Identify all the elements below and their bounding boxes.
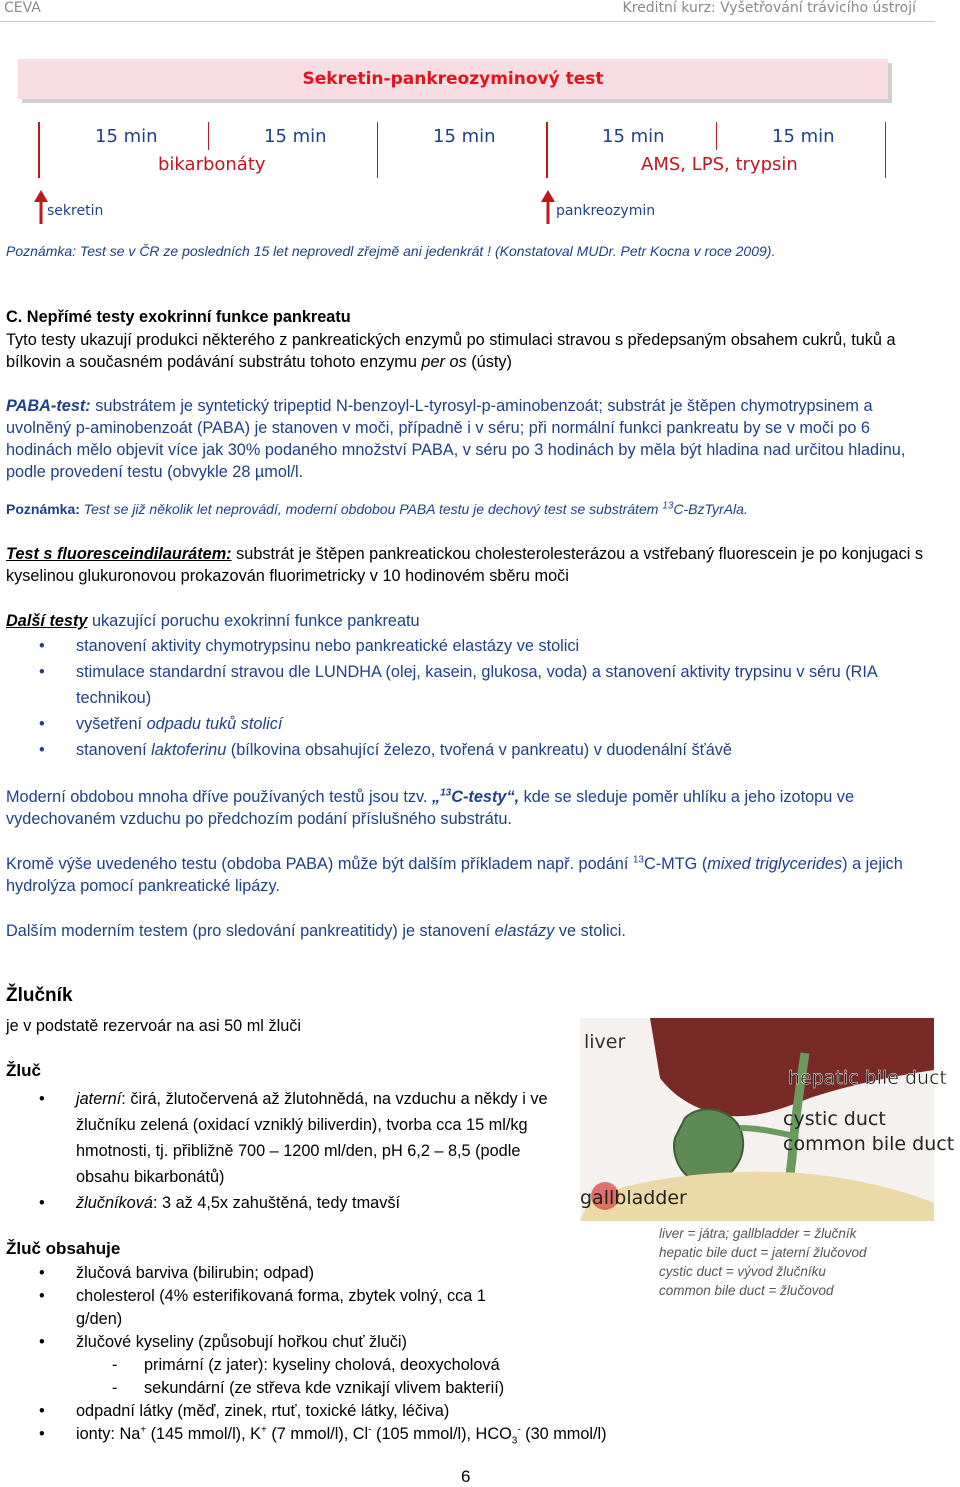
fluorescein-paragraph [6, 543, 936, 587]
ions-text: (105 mmol/l), HCO [371, 1425, 512, 1443]
intro-end: (ústy) [466, 353, 512, 371]
elast-text: Dalším moderním testem (pro sledování pankreatitidy) je stanovení [6, 922, 495, 940]
note-paba [6, 501, 748, 517]
modern-quote: „ [431, 788, 441, 806]
mtg-paragraph [6, 853, 931, 897]
list-item: • žlučové kyseliny (způsobují hořkou chuť žluči) [6, 1331, 726, 1354]
interval-label: 15 min [433, 126, 496, 147]
group-enzymes: AMS, LPS, trypsin [641, 154, 798, 175]
section-c-intro [6, 329, 906, 373]
sub-list-item: - primární (z jater): kyseliny cholová, deoxycholová [6, 1354, 726, 1377]
timeline-tick [38, 122, 40, 178]
figure-label: common bile duct [783, 1133, 955, 1155]
other-label: Další testy [6, 612, 88, 630]
modern-bold: C-testy [451, 788, 507, 806]
mtg-text: ) a jejich hydrolýza pomocí pankreatické lipázy. [6, 855, 903, 895]
list-item [6, 1423, 726, 1446]
intro-per-os: per os [421, 353, 467, 371]
gallbladder-title: Žlučník [6, 985, 73, 1006]
list-item [6, 737, 936, 763]
test-banner: Sekretin-pankreozyminový test [18, 59, 888, 99]
section-c-title: C. Nepřímé testy exokrinní funkce pankreatu [6, 308, 351, 326]
paba-paragraph [6, 395, 916, 483]
bile2-text: : 3 až 4,5x zahuštěná, tedy tmavší [152, 1194, 401, 1212]
figure-label: cystic duct [783, 1108, 886, 1130]
header-left: CEVA [4, 0, 41, 16]
sub-list-item: - sekundární (ze střeva kde vznikají vlivem bakterií) [6, 1377, 726, 1400]
page-number: 6 [461, 1467, 471, 1486]
list-item: • odpadní látky (měď, zinek, rtuť, toxické látky, léčiva) [6, 1400, 726, 1423]
marker-pancreozymin: pankreozymin [556, 203, 656, 219]
figure-label: liver [584, 1031, 626, 1053]
bile-title: Žluč [6, 1061, 41, 1080]
intro-text: Tyto testy ukazují produkci některého z pankreatických enzymů po stimulaci stravou s předepsaným obsahem cukrů, tuků a bílkovin a současném podávání substrátu tohoto enzymu [6, 331, 896, 371]
elast-text: ve stolici. [554, 922, 626, 940]
list-item [6, 659, 936, 711]
interval-label: 15 min [602, 126, 665, 147]
bile2-label: žlučníková [76, 1194, 153, 1212]
note-czech-usage: Poznámka: Test se v ČR ze posledních 15 let neprovedl zřejmě ani jedenkrát ! (Konstatoval MUDr. Petr Kocna v roce 2009). [6, 243, 776, 259]
timeline-tick [377, 122, 378, 178]
modern-sup: 13 [440, 787, 452, 799]
fluor-label: Test s fluoresceindilaurátem: [6, 545, 232, 563]
bile1-text: : čirá, žlutočervená až žlutohnědá, na vzduchu a někdy i ve žlučníku zelená (oxidací vzniklý biliverdin), tvorba cca 15 ml/kg hmotnosti, tj. přibližně 700 – 1200 ml/den, pH 6,2 – 8,5 (podle obsahu bikarbonátů) [76, 1090, 548, 1186]
interval-label: 15 min [772, 126, 835, 147]
list-item [6, 711, 936, 737]
arrow-up-icon [541, 190, 555, 224]
other-tests-heading [6, 610, 420, 632]
timeline-tick [885, 122, 886, 178]
mtg-sup: 13 [632, 854, 644, 866]
list-item-italic: laktoferinu [151, 741, 227, 759]
list-item: • stanovení aktivity chymotrypsinu nebo pankreatické elastázy ve stolici [6, 633, 936, 659]
other-tests-list [6, 633, 936, 763]
list-item-italic: odpadu tuků stolicí [146, 715, 283, 733]
list-item-text: stimulace standardní stravou dle LUNDHA (olej, kasein, glukosa, voda) a stanovení aktivity trypsinu v séru (RIA technikou) [76, 663, 877, 707]
note2-label: Poznámka: [6, 501, 80, 517]
ions-sub: 3 [511, 1435, 518, 1447]
arrow-up-icon [34, 190, 48, 224]
caption-line: hepatic bile duct = jaterní žlučovod [659, 1245, 867, 1260]
modern-tests-paragraph [6, 786, 931, 830]
modern-text: Moderní obdobou mnoha dříve používaných testů jsou tzv. [6, 788, 432, 806]
list-item-text: cholesterol (4% esterifikovaná forma, zbytek volný, cca 1 g/den) [76, 1287, 486, 1328]
header-divider [0, 21, 935, 22]
list-item [6, 1285, 521, 1331]
mtg-text: Kromě výše uvedeného testu (obdoba PABA) může být dalším příkladem např. podání [6, 855, 633, 873]
timeline-tick [208, 122, 209, 150]
elast-italic: elastázy [494, 922, 555, 940]
figure-label: gallbladder [580, 1187, 687, 1209]
ions-text: (145 mmol/l), K [146, 1425, 262, 1443]
caption-line: liver = játra; gallbladder = žlučník [659, 1226, 857, 1241]
modern-text: kde se sleduje poměr uhlíku a jeho izotopu ve vydechovaném vzduchu po předchozím podání příslušného substrátu. [6, 788, 855, 828]
biliary-anatomy-figure [580, 1018, 955, 1221]
modern-quote: “, [506, 788, 520, 806]
group-bicarbonates: bikarbonáty [158, 154, 266, 175]
ions-text: ionty: Na [76, 1425, 141, 1443]
note2-sup: 13 [662, 500, 674, 512]
list-item-text: stanovení [76, 741, 152, 759]
list-item-text: vyšetření [76, 715, 147, 733]
note2-end: C-BzTyrAla. [673, 501, 748, 517]
elastase-paragraph [6, 920, 626, 942]
ions-sup: - [368, 1424, 372, 1436]
ions-sup: - [517, 1424, 521, 1436]
caption-line: common bile duct = žlučovod [659, 1283, 834, 1298]
timeline-tick [546, 122, 548, 178]
figure-label: hepatic bile duct [788, 1067, 947, 1089]
mtg-text: C-MTG ( [644, 855, 708, 873]
ions-sup: + [261, 1424, 267, 1436]
ions-text: (30 mmol/l) [520, 1425, 607, 1443]
header-right: Kreditní kurz: Vyšetřování trávicího ústrojí [622, 0, 916, 16]
list-item-text: (bílkovina obsahující železo, tvořená v pankreatu) v duodenální šťávě [226, 741, 732, 759]
caption-line: cystic duct = vývod žlučníku [659, 1264, 826, 1279]
bile1-label: jaterní [76, 1090, 122, 1108]
ions-sup: + [140, 1424, 147, 1436]
fluor-text: substrát je štěpen pankreatickou cholesterolesterázou a vstřebaný fluorescein je po konjugaci s kyselinou glukuronovou prokazován fluorimetricky v 10 hodinovém sběru moči [6, 545, 924, 585]
list-item: • žlučová barviva (bilirubin; odpad) [6, 1262, 726, 1285]
list-item [6, 1086, 551, 1190]
figure-caption [659, 1224, 867, 1300]
interval-label: 15 min [95, 126, 158, 147]
paba-label: PABA-test: [6, 397, 91, 415]
ions-text: (7 mmol/l), Cl [266, 1425, 369, 1443]
bile-contents-title: Žluč obsahuje [6, 1239, 121, 1258]
note2-text: Test se již několik let neprovádí, moderní obdobou PABA testu je dechový test se substrátem [79, 501, 663, 517]
marker-secretin: sekretin [47, 203, 104, 219]
timeline-tick [716, 122, 717, 150]
paba-text: substrátem je syntetický tripeptid N-benzoyl-L-tyrosyl-p-aminobenzoát; substrát je štěpen chymotrypsinem a uvolněný p-aminobenzoát (PABA) je stanoven v moči, případně i v séru; při normální funkci pankreatu by se v moči po 6 hodinách mělo objevit více jak 30% podaného množství PABA, v séru po 3 hodinách by měla být hladina nad určitou hladinu, podle provedení testu (obvykle 28 µmol/l. [6, 397, 906, 481]
other-text: ukazující poruchu exokrinní funkce pankreatu [87, 612, 420, 630]
mtg-italic: mixed triglycerides [707, 855, 843, 873]
list-item [6, 1190, 551, 1216]
bile-contents-list [6, 1262, 726, 1446]
interval-label: 15 min [264, 126, 327, 147]
gallbladder-subtitle: je v podstatě rezervoár na asi 50 ml žluči [6, 1017, 302, 1035]
bile-types-list [6, 1086, 551, 1216]
